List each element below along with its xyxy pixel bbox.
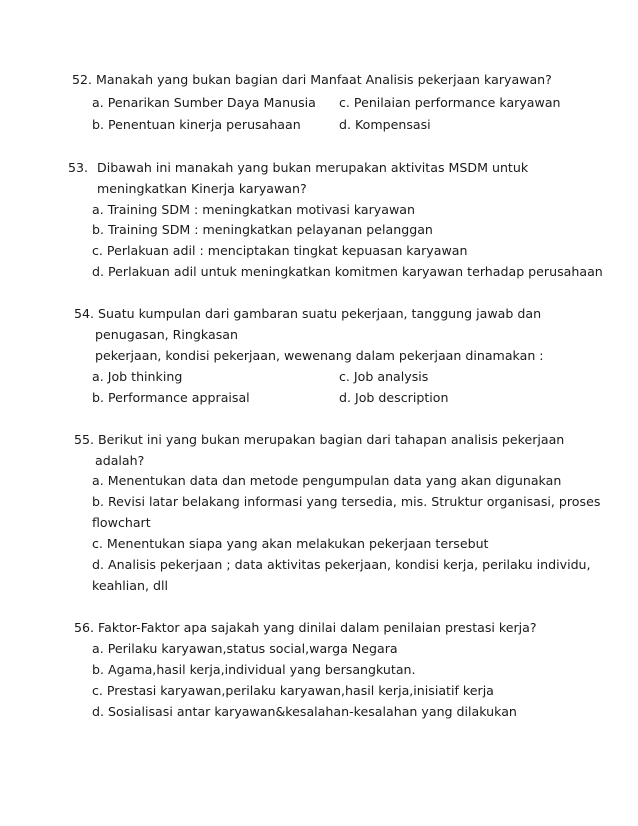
question-55-option-b-line2: flowchart — [92, 515, 151, 530]
question-56-text: 56. Faktor-Faktor apa sajakah yang dinilai dalam penilaian prestasi kerja? — [74, 620, 537, 635]
question-54-option-d: d. Job description — [339, 390, 449, 405]
question-52-option-c: c. Penilaian performance karyawan — [339, 95, 561, 110]
question-56-option-c: c. Prestasi karyawan,perilaku karyawan,hasil kerja,inisiatif kerja — [92, 683, 494, 698]
question-53-option-a: a. Training SDM : meningkatkan motivasi karyawan — [92, 202, 415, 217]
question-53-option-d: d. Perlakuan adil untuk meningkatkan komitmen karyawan terhadap perusahaan — [92, 264, 603, 279]
question-54-option-a: a. Job thinking — [92, 369, 183, 384]
question-56-option-a: a. Perilaku karyawan,status social,warga Negara — [92, 641, 398, 656]
question-53-number: 53. — [68, 160, 89, 175]
question-53-text-line1: Dibawah ini manakah yang bukan merupakan aktivitas MSDM untuk — [97, 160, 529, 175]
question-52-option-d: d. Kompensasi — [339, 117, 431, 132]
question-52-option-a: a. Penarikan Sumber Daya Manusia — [92, 95, 316, 110]
question-54-option-b: b. Performance appraisal — [92, 390, 250, 405]
question-55-option-d-line2: keahlian, dll — [92, 578, 168, 593]
question-55-text-line1: 55. Berikut ini yang bukan merupakan bagian dari tahapan analisis pekerjaan — [74, 432, 565, 447]
question-56-option-b: b. Agama,hasil kerja,individual yang bersangkutan. — [92, 662, 416, 677]
question-54-text-line2: penugasan, Ringkasan — [95, 327, 238, 342]
question-53-option-c: c. Perlakuan adil : menciptakan tingkat kepuasan karyawan — [92, 243, 468, 258]
question-55-option-d-line1: d. Analisis pekerjaan ; data aktivitas pekerjaan, kondisi kerja, perilaku individu, — [92, 557, 591, 572]
question-53-option-b: b. Training SDM : meningkatkan pelayanan pelanggan — [92, 222, 433, 237]
question-55-option-a: a. Menentukan data dan metode pengumpulan data yang akan digunakan — [92, 473, 562, 488]
question-54-option-c: c. Job analysis — [339, 369, 429, 384]
question-56-option-d: d. Sosialisasi antar karyawan&kesalahan-kesalahan yang dilakukan — [92, 704, 517, 719]
question-52-text: 52. Manakah yang bukan bagian dari Manfaat Analisis pekerjaan karyawan? — [72, 72, 552, 87]
question-52-option-b: b. Penentuan kinerja perusahaan — [92, 117, 301, 132]
question-53-text-line2: meningkatkan Kinerja karyawan? — [97, 181, 307, 196]
question-55-option-c: c. Menentukan siapa yang akan melakukan pekerjaan tersebut — [92, 536, 489, 551]
question-55-option-b-line1: b. Revisi latar belakang informasi yang tersedia, mis. Struktur organisasi, proses — [92, 494, 601, 509]
question-55-text-line2: adalah? — [95, 453, 145, 468]
question-54-text-line3: pekerjaan, kondisi pekerjaan, wewenang dalam pekerjaan dinamakan : — [95, 348, 544, 363]
question-54-text-line1: 54. Suatu kumpulan dari gambaran suatu pekerjaan, tanggung jawab dan — [74, 306, 542, 321]
